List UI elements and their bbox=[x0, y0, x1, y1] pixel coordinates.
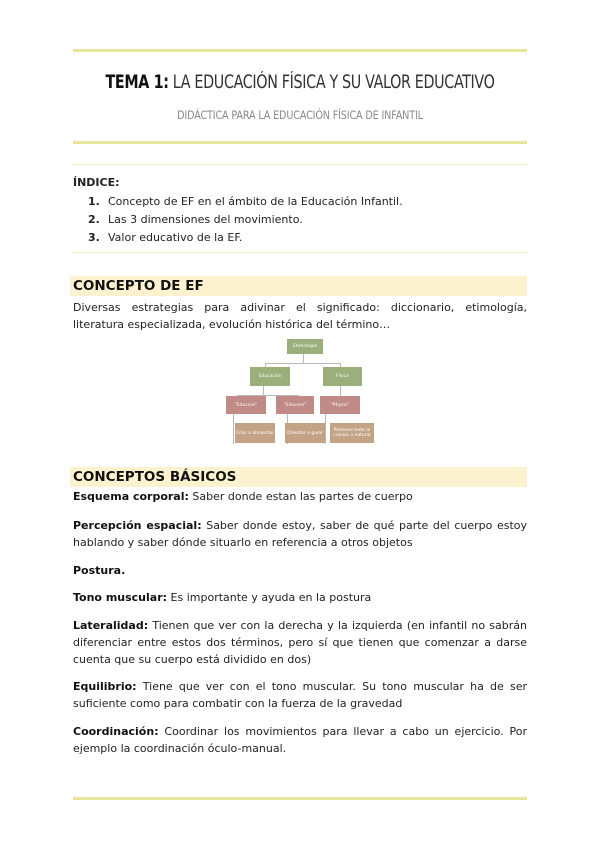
title-rule bbox=[73, 141, 527, 144]
section-heading-concepto: CONCEPTO DE EF bbox=[70, 276, 527, 296]
etymology-diagram bbox=[225, 336, 375, 446]
diagram-leaf-perteneciente: Perteneciente al cuerpo o natural bbox=[330, 423, 374, 443]
concept-item: Coordinación: Coordinar los movimientos para llevar a cabo un ejercicio. Por ejemplo la coordinación óculo-manual. bbox=[73, 725, 527, 755]
index-item: 3. Valor educativo de la EF. bbox=[88, 231, 243, 244]
page-title: TEMA 1: LA EDUCACIÓN FÍSICA Y SU VALOR EDUCATIVO bbox=[105, 72, 495, 93]
concept-item: Equilibrio: Tiene que ver con el tono muscular. Su tono muscular ha de ser suficiente como para combatir con la fuerza de la gravedad bbox=[73, 680, 527, 710]
page-subtitle: DIDÁCTICA PARA LA EDUCACIÓN FÍSICA DE INFANTIL bbox=[177, 108, 423, 122]
index-item: 1. Concepto de EF en el ámbito de la Educación Infantil. bbox=[88, 195, 403, 208]
diagram-node-fisica: Física bbox=[323, 367, 362, 386]
bottom-rule bbox=[73, 797, 527, 800]
index-top-divider bbox=[73, 164, 527, 165]
concept-item: Tono muscular: Es importante y ayuda en la postura bbox=[73, 591, 372, 604]
diagram-leaf-criar: Criar o alimentar bbox=[235, 423, 275, 443]
index-heading: ÍNDICE: bbox=[73, 176, 120, 189]
diagram-node-physis: "Physis" bbox=[320, 396, 360, 414]
index-item: 2. Las 3 dimensiones del movimiento. bbox=[88, 213, 303, 226]
concepto-paragraph: Diversas estrategias para adivinar el significado: diccionario, etimología, literatura especializada, evolución histórica del término… bbox=[73, 301, 527, 331]
top-rule bbox=[73, 49, 527, 52]
diagram-leaf-orientar: Orientar o guiar bbox=[285, 423, 325, 443]
diagram-node-educare: "Educare" bbox=[226, 396, 266, 414]
diagram-root-node: Etimología bbox=[287, 339, 323, 354]
index-bottom-divider bbox=[73, 252, 527, 253]
index-list bbox=[88, 193, 403, 247]
diagram-node-educacion: Educación bbox=[250, 367, 290, 386]
concept-item: Esquema corporal: Saber donde estan las partes de cuerpo bbox=[73, 490, 413, 503]
section-heading-conceptos-basicos: CONCEPTOS BÁSICOS bbox=[70, 467, 527, 487]
diagram-node-educere: "Educere" bbox=[276, 396, 314, 414]
concept-item: Postura. bbox=[73, 564, 126, 577]
concept-item: Lateralidad: Tienen que ver con la derecha y la izquierda (en infantil no sabrán diferenciar entre estos dos términos, pero sí que tienen que comenzar a darse cuenta que su cuerpo está dividido en dos) bbox=[73, 619, 527, 666]
concept-item: Percepción espacial: Saber donde estoy, saber de qué parte del cuerpo estoy hablando y saber dónde situarlo en referencia a otros objetos bbox=[73, 519, 527, 549]
